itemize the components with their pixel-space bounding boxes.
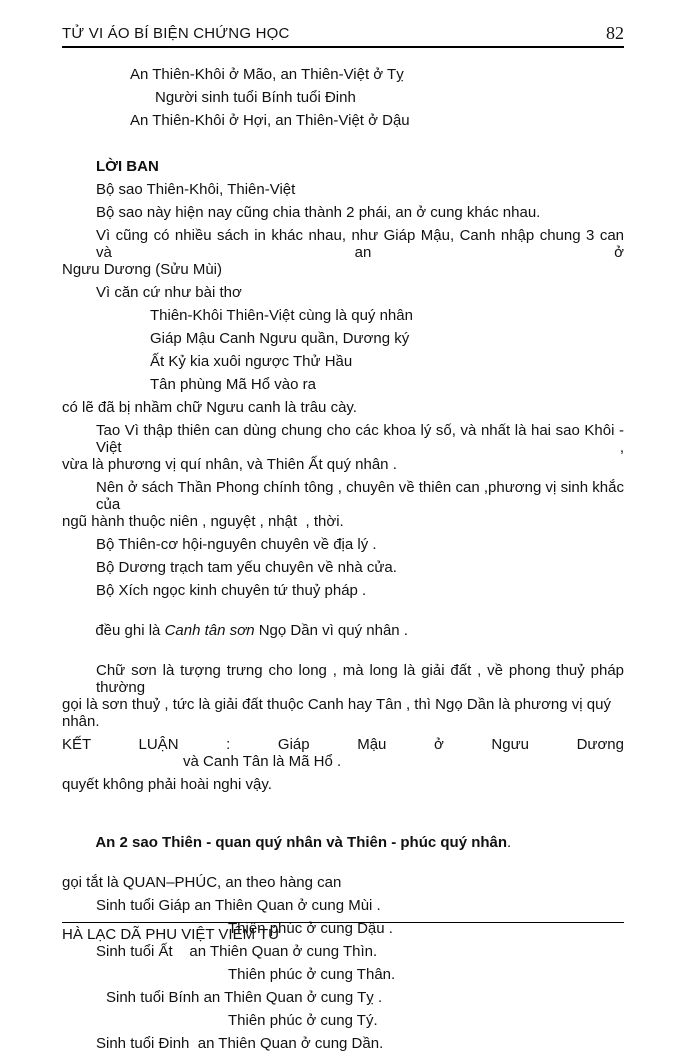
body-paragraph: Vì căn cứ như bài thơ <box>96 284 242 301</box>
section-heading <box>62 817 624 868</box>
rule-line: Thiên phúc ở cung Dậu . <box>228 920 393 937</box>
rule-line: Thiên phúc ở cung Thân. <box>228 966 396 983</box>
poem-line: Tân phùng Mã Hổ vào ra <box>150 376 316 393</box>
page-header <box>62 24 624 48</box>
spacer <box>62 135 624 158</box>
section-heading-tail: . <box>507 834 512 851</box>
conclusion-paragraph: KẾT LUẬN : Giáp Mậu ở Ngưu Dương và Canh Tân là Mã Hổ . <box>62 736 624 770</box>
body-paragraph: Chữ sơn là tượng trưng cho long , mà long là giải đất , về phong thuỷ pháp thường gọi là sơn thuỷ , tức là giải đất thuộc Canh hay Tân , thì Ngọ Dần là phương vị quý nhân. <box>62 662 629 730</box>
body-paragraph: Nên ở sách Thần Phong chính tông , chuyên về thiên can ,phương vị sinh khắc của ngũ hành thuộc niên , nguyệt , nhật , thời. <box>62 479 629 530</box>
section-heading-text: An 2 sao Thiên - quan quý nhân và Thiên - phúc quý nhân <box>95 834 508 851</box>
page-header-title: TỬ VI ÁO BÍ BIỆN CHỨNG HỌC <box>62 25 290 42</box>
page-footer-text: HÀ LẠC DÃ PHU VIỆT VIÊM TỬ <box>62 926 281 943</box>
body-paragraph: quyết không phải hoài nghi vậy. <box>62 776 272 793</box>
rule-line: Sinh tuổi Ất an Thiên Quan ở cung Thìn. <box>96 943 378 960</box>
poem-line: Giáp Mậu Canh Ngưu quần, Dương ký <box>150 330 410 347</box>
spacer <box>62 799 624 817</box>
body-paragraph: có lẽ đã bị nhầm chữ Ngưu canh là trâu cày. <box>62 399 357 416</box>
body-paragraph: Bộ sao Thiên-Khôi, Thiên-Việt <box>96 181 296 198</box>
intro-line: An Thiên-Khôi ở Hợi, an Thiên-Việt ở Dậu <box>130 112 410 129</box>
poem-line: Ất Kỷ kia xuôi ngược Thử Hầu <box>150 353 353 370</box>
intro-line: Người sinh tuổi Bính tuổi Đinh <box>155 89 356 106</box>
body-paragraph: Bộ Dương trạch tam yếu chuyên về nhà cửa. <box>96 559 397 576</box>
text-run: Ngọ Dần vì quý nhân . <box>254 622 408 639</box>
page-number: 82 <box>606 23 624 43</box>
rule-line: Thiên phúc ở cung Tý. <box>228 1012 378 1029</box>
body-paragraph: Bộ Xích ngọc kinh chuyên tứ thuỷ pháp . <box>96 582 367 599</box>
rule-line: Sinh tuổi Giáp an Thiên Quan ở cung Mùi . <box>96 897 381 914</box>
rule-line: Sinh tuổi Bính an Thiên Quan ở cung Tỵ . <box>106 989 383 1006</box>
page-content <box>62 66 629 1052</box>
body-paragraph: Bộ sao này hiện nay cũng chia thành 2 phái, an ở cung khác nhau. <box>96 204 541 221</box>
text-run: đều ghi là <box>95 622 165 639</box>
italic-term: Canh tân sơn <box>164 622 255 639</box>
intro-line: An Thiên-Khôi ở Mão, an Thiên-Việt ở Tỵ <box>130 66 404 83</box>
body-paragraph <box>62 605 624 656</box>
rule-line: Sinh tuổi Đinh an Thiên Quan ở cung Dần. <box>96 1035 384 1052</box>
loi-ban-heading: LỜI BAN <box>96 158 159 175</box>
body-paragraph: Bộ Thiên-cơ hội-nguyên chuyên về địa lý . <box>96 536 377 553</box>
body-paragraph: Tao Vì thập thiên can dùng chung cho các khoa lý số, và nhất là hai sao Khôi - Việt , vừa là phương vị quí nhân, và Thiên Ất quý nhân . <box>62 422 629 473</box>
page-footer <box>62 922 624 944</box>
body-paragraph: Vì cũng có nhiều sách in khác nhau, như Giáp Mậu, Canh nhập chung 3 can và an ở Ngưu Dương (Sửu Mùi) <box>62 227 629 278</box>
body-paragraph: gọi tắt là QUAN–PHÚC, an theo hàng can <box>62 874 342 891</box>
poem-line: Thiên-Khôi Thiên-Việt cùng là quý nhân <box>150 307 413 324</box>
